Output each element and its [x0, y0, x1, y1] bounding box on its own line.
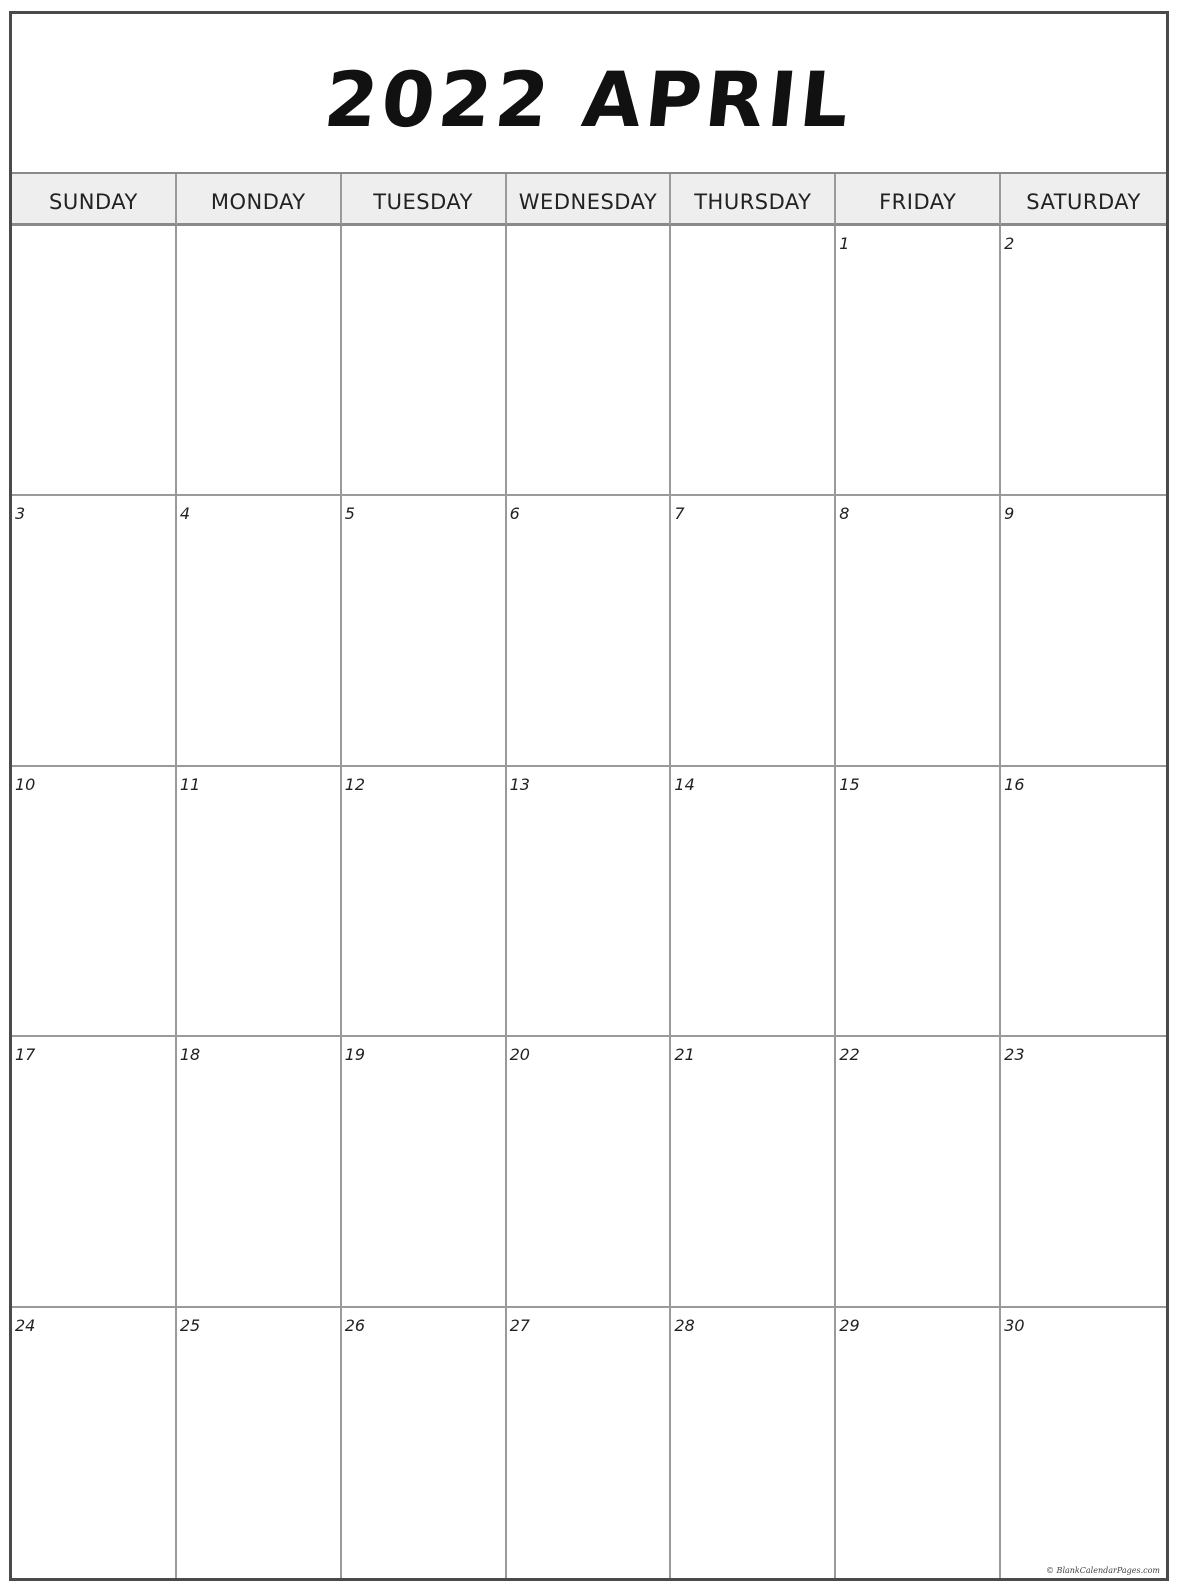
day-number: 7	[674, 504, 685, 524]
day-cell[interactable]	[177, 767, 342, 1037]
day-cell[interactable]	[507, 226, 672, 496]
calendar-grid	[12, 174, 1166, 1578]
day-cell[interactable]	[836, 226, 1001, 496]
weekday-header-saturday: SATURDAY	[1001, 174, 1166, 226]
day-number: 12	[344, 774, 366, 794]
day-cell[interactable]	[1001, 226, 1166, 496]
site-credit: © BlankCalendarPages.com	[1046, 1565, 1160, 1575]
day-cell[interactable]	[342, 767, 507, 1037]
day-number: 16	[1004, 774, 1025, 794]
day-cell[interactable]	[507, 1037, 672, 1307]
day-number: 6	[509, 504, 520, 524]
day-number: 14	[674, 774, 695, 794]
day-cell[interactable]	[671, 767, 836, 1037]
day-cell[interactable]	[12, 767, 177, 1037]
day-number: 18	[179, 1045, 201, 1065]
day-cell[interactable]	[342, 496, 507, 766]
day-cell[interactable]	[342, 1037, 507, 1307]
day-cell[interactable]	[836, 1037, 1001, 1307]
day-cell[interactable]	[671, 226, 836, 496]
day-cell[interactable]	[836, 1308, 1001, 1578]
day-cell[interactable]	[507, 1308, 672, 1578]
day-cell[interactable]	[836, 767, 1001, 1037]
calendar-title: 2022 APRIL	[320, 54, 858, 144]
calendar-page	[9, 11, 1169, 1581]
day-cell[interactable]	[836, 496, 1001, 766]
day-number: 24	[15, 1315, 36, 1335]
day-cell[interactable]	[507, 496, 672, 766]
weekday-header-sunday: SUNDAY	[12, 174, 177, 226]
day-cell[interactable]	[671, 1308, 836, 1578]
day-number: 4	[179, 504, 191, 524]
day-cell[interactable]	[1001, 1308, 1166, 1578]
title-bar	[12, 14, 1166, 174]
day-cell[interactable]	[12, 496, 177, 766]
day-cell[interactable]	[177, 496, 342, 766]
day-number: 3	[15, 504, 26, 524]
day-cell[interactable]	[177, 226, 342, 496]
day-cell[interactable]	[342, 226, 507, 496]
day-number: 13	[509, 774, 530, 794]
weekday-header-thursday: THURSDAY	[671, 174, 836, 226]
day-cell[interactable]	[507, 767, 672, 1037]
day-number: 2	[1004, 234, 1015, 253]
day-number: 27	[509, 1315, 530, 1335]
day-number: 20	[509, 1045, 530, 1065]
day-number: 1	[839, 234, 850, 253]
day-number: 25	[179, 1315, 201, 1335]
day-number: 29	[839, 1315, 860, 1335]
day-number: 19	[344, 1045, 366, 1065]
day-number: 9	[1004, 504, 1015, 524]
day-number: 10	[15, 774, 36, 794]
weekday-header-friday: FRIDAY	[836, 174, 1001, 226]
weekday-header-wednesday: WEDNESDAY	[507, 174, 672, 226]
day-number: 5	[344, 504, 355, 524]
day-number: 26	[344, 1315, 366, 1335]
day-cell[interactable]	[177, 1037, 342, 1307]
day-number: 17	[15, 1045, 36, 1065]
day-number: 28	[674, 1315, 695, 1335]
day-cell[interactable]	[1001, 1037, 1166, 1307]
day-number: 15	[839, 774, 860, 794]
day-cell[interactable]	[12, 1308, 177, 1578]
day-number: 30	[1004, 1315, 1025, 1335]
day-number: 8	[839, 504, 850, 524]
day-number: 22	[839, 1045, 860, 1065]
day-cell[interactable]	[1001, 767, 1166, 1037]
day-number: 21	[674, 1045, 695, 1065]
day-number: 11	[179, 774, 201, 794]
day-cell[interactable]	[12, 1037, 177, 1307]
day-cell[interactable]	[1001, 496, 1166, 766]
weekday-header-monday: MONDAY	[177, 174, 342, 226]
day-cell[interactable]	[342, 1308, 507, 1578]
day-number: 23	[1004, 1045, 1025, 1065]
day-cell[interactable]	[12, 226, 177, 496]
weekday-header-tuesday: TUESDAY	[342, 174, 507, 226]
day-cell[interactable]	[671, 1037, 836, 1307]
day-cell[interactable]	[177, 1308, 342, 1578]
day-cell[interactable]	[671, 496, 836, 766]
